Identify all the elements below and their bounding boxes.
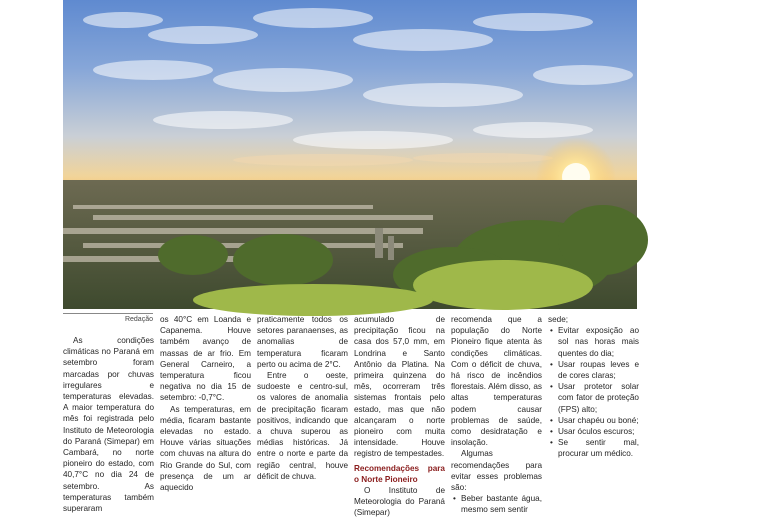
- list-item: • Usar óculos escuros;: [548, 426, 639, 437]
- list-item: • Evitar exposição ao sol nas horas mais quentes do dia;: [548, 325, 639, 359]
- recommendation-list: [451, 493, 542, 515]
- article-column-4: [354, 314, 445, 518]
- list-item: • Usar protetor solar com fator de proteção (FPS) alto;: [548, 381, 639, 415]
- article-column-5: [451, 314, 542, 515]
- paragraph: os 40°C em Loanda e Capanema. Houve também avanço de massas de ar frio. Em General Carneiro, a temperatura ficou negativa no dia 15 de setembro: -0,7°C.: [160, 315, 251, 403]
- list-item: • Beber bastante água, mesmo sem sentir: [451, 493, 542, 515]
- paragraph: O Instituto de Meteorologia do Paraná (Simepar): [354, 486, 445, 518]
- paragraph: Algumas recomendações para evitar esses problemas são:: [451, 449, 542, 493]
- sunset-cityscape-image: [63, 0, 637, 309]
- paragraph: Entre o oeste, sudoeste e centro-sul, os valores de anomalia de precipitação ficaram positivos, indicando que a chuva superou as médias históricas. Já entre o norte e parte da região central, houve déficit de chuva.: [257, 371, 348, 481]
- paragraph: As condições climáticas no Paraná em setembro foram marcadas por chuvas irregulares e temperaturas elevadas. A maior temperatura do mês foi registrada pelo Instituto de Meteorologia do Paraná (Simepar) em Cambará, no norte pioneiro do estado, com 40,7°C no dia 24 de setembro. As temperaturas também superaram: [63, 336, 154, 514]
- article-column-6: [548, 314, 639, 470]
- article-column-2: [160, 314, 251, 493]
- article-photo: [63, 0, 637, 309]
- paragraph: recomenda que a população do Norte Pioneiro fique atenta às condições climáticas. Com o déficit de chuva, há risco de incêndios florestais. Além disso, as altas temperaturas podem causar problemas de saúde, como desidratação e insolação.: [451, 315, 542, 448]
- section-heading: Recomendações para o Norte Pioneiro: [354, 463, 445, 484]
- article-column-1: [63, 335, 154, 514]
- photo-credit: Redação: [63, 313, 153, 323]
- paragraph: sede;: [548, 315, 569, 324]
- paragraph: As temperaturas, em média, ficaram bastante elevadas no estado. Houve várias situações com chuvas na altura do Rio Grande do Sul, com presença de um ar aquecido: [160, 404, 251, 493]
- list-item: • Usar chapéu ou boné;: [548, 415, 639, 426]
- recommendation-list: [548, 325, 639, 459]
- paragraph: acumulado de precipitação ficou na casa dos 57,0 mm, em Londrina e Santo Antônio da Platina. Na primeira quinzena do mês, ocorreram três sistemas frontais pelo estado, mas que não alcançaram o norte pioneiro com muita intensidade. Houve registro de tempestades.: [354, 315, 445, 459]
- list-item: • Usar roupas leves e de cores claras;: [548, 359, 639, 381]
- list-item: • Se sentir mal, procurar um médico.: [548, 437, 639, 459]
- article-column-3: [257, 314, 348, 481]
- paragraph: praticamente todos os setores paranaenses, as anomalias de temperatura ficaram perto ou acima de 2°C.: [257, 315, 348, 369]
